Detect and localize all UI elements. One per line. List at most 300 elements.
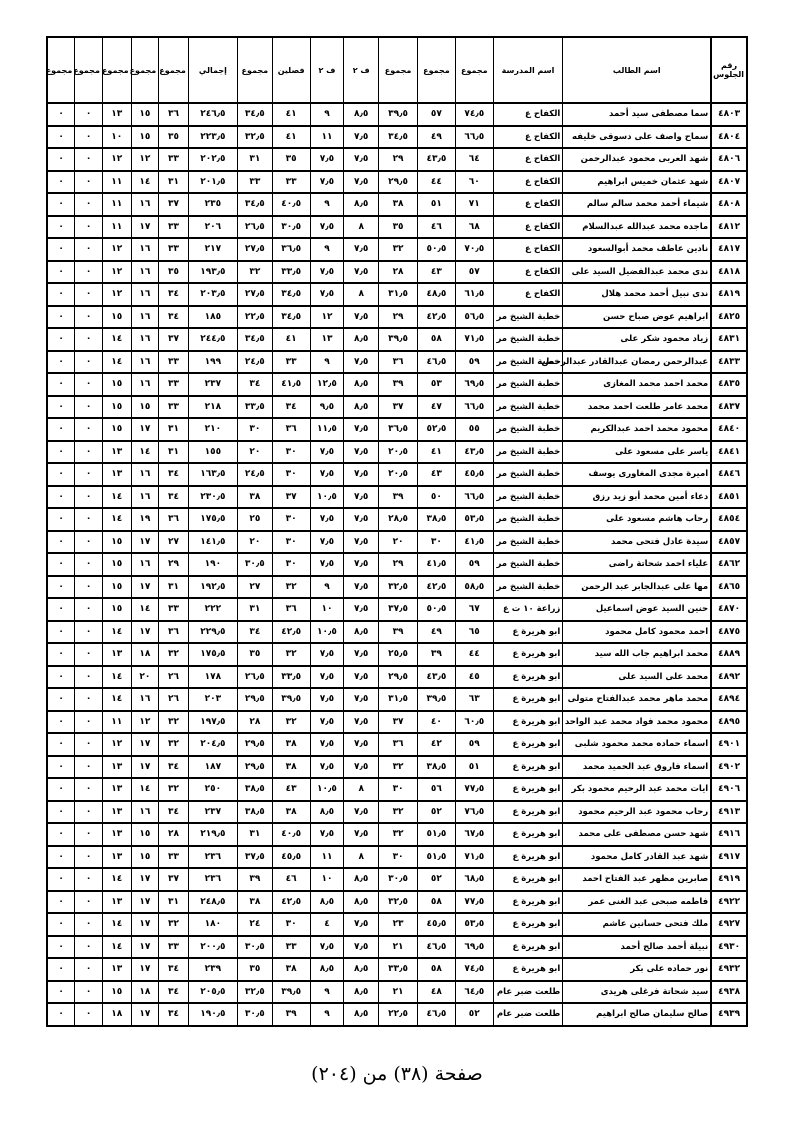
cell-total-8: ٠ bbox=[75, 958, 103, 981]
cell-total-2: ٥١ bbox=[418, 193, 456, 216]
cell-term2-a: ٧٫٥ bbox=[344, 418, 379, 441]
cell-total-8: ٠ bbox=[75, 283, 103, 306]
cell-student-name: ايات محمد عبد الرحيم محمود بكر bbox=[563, 778, 711, 801]
cell-seat-number: ٤٩١٣ bbox=[711, 801, 747, 824]
cell-seat-number: ٤٨١٨ bbox=[711, 261, 747, 284]
cell-total-5: ٣٧ bbox=[159, 328, 189, 351]
cell-total-5: ٣٣ bbox=[159, 936, 189, 959]
cell-total-6: ١٦ bbox=[131, 688, 159, 711]
cell-total-7: ١٥ bbox=[102, 598, 131, 621]
cell-two-terms: ٣٠ bbox=[272, 441, 310, 464]
cell-total-9: ٠ bbox=[47, 666, 75, 689]
cell-total-6: ١٦ bbox=[131, 373, 159, 396]
cell-total-3: ٢٥٫٥ bbox=[379, 643, 418, 666]
cell-student-name: محمود محمد فواد محمد عبد الواحد bbox=[563, 711, 711, 734]
cell-grand-total: ١٨٥ bbox=[188, 306, 237, 329]
cell-total-4: ٣٠٫٥ bbox=[237, 1003, 272, 1026]
cell-total-3: ٢٠ bbox=[379, 531, 418, 554]
cell-student-name: اميرة مجدى المغاورى يوسف bbox=[563, 463, 711, 486]
cell-total-8: ٠ bbox=[75, 913, 103, 936]
cell-school-name: ابو هريرة ع bbox=[493, 688, 563, 711]
cell-total-4: ٣٨ bbox=[237, 891, 272, 914]
cell-total-5: ٣٣ bbox=[159, 598, 189, 621]
table-row bbox=[47, 598, 747, 621]
cell-total-1: ٥٩ bbox=[455, 553, 493, 576]
cell-total-2: ٤٠ bbox=[418, 711, 456, 734]
cell-grand-total: ٢٣٦ bbox=[188, 868, 237, 891]
cell-two-terms: ٣٣٫٥ bbox=[272, 666, 310, 689]
cell-total-7: ١٠ bbox=[102, 126, 131, 149]
cell-total-6: ٢٠ bbox=[131, 666, 159, 689]
cell-total-1: ٥٩ bbox=[455, 733, 493, 756]
cell-term2-a: ٧٫٥ bbox=[344, 598, 379, 621]
cell-term2-b: ٧٫٥ bbox=[310, 261, 344, 284]
cell-total-2: ٤٨ bbox=[418, 981, 456, 1004]
cell-school-name: خطبة الشيخ مر bbox=[493, 306, 563, 329]
cell-total-7: ١١ bbox=[102, 711, 131, 734]
table-row bbox=[47, 216, 747, 239]
cell-term2-a: ٨٫٥ bbox=[344, 193, 379, 216]
cell-term2-a: ٧٫٥ bbox=[344, 756, 379, 779]
header-total-4: مجموع bbox=[237, 37, 272, 103]
cell-total-8: ٠ bbox=[75, 396, 103, 419]
cell-total-6: ١٧ bbox=[131, 418, 159, 441]
cell-term2-a: ٨ bbox=[344, 846, 379, 869]
header-total-5: مجموع bbox=[159, 37, 189, 103]
cell-two-terms: ٤٢٫٥ bbox=[272, 621, 310, 644]
cell-total-4: ٣٥ bbox=[237, 643, 272, 666]
cell-total-7: ١٤ bbox=[102, 868, 131, 891]
header-two-terms: فصلين bbox=[272, 37, 310, 103]
cell-term2-a: ٨٫٥ bbox=[344, 396, 379, 419]
cell-seat-number: ٤٨٠٦ bbox=[711, 148, 747, 171]
cell-student-name: مها على عبدالجابر عبد الرحمن bbox=[563, 576, 711, 599]
cell-total-2: ٤٣ bbox=[418, 261, 456, 284]
cell-total-8: ٠ bbox=[75, 508, 103, 531]
cell-two-terms: ٣٣ bbox=[272, 936, 310, 959]
cell-student-name: ندى محمد عبدالفضيل السيد على bbox=[563, 261, 711, 284]
cell-term2-a: ٨٫٥ bbox=[344, 1003, 379, 1026]
cell-total-5: ٢٦ bbox=[159, 688, 189, 711]
cell-total-3: ٣٢ bbox=[379, 756, 418, 779]
cell-two-terms: ٣٦٫٥ bbox=[272, 238, 310, 261]
cell-total-5: ٣٧ bbox=[159, 193, 189, 216]
cell-student-name: اسماء فاروق عبد الحميد محمد bbox=[563, 756, 711, 779]
cell-total-1: ٥٣٫٥ bbox=[455, 508, 493, 531]
cell-total-5: ٣٥ bbox=[159, 126, 189, 149]
cell-total-3: ٣٨ bbox=[379, 193, 418, 216]
cell-term2-a: ٧٫٥ bbox=[344, 733, 379, 756]
cell-total-2: ٤٣٫٥ bbox=[418, 666, 456, 689]
cell-total-2: ٣٠ bbox=[418, 531, 456, 554]
cell-total-1: ٥٨٫٥ bbox=[455, 576, 493, 599]
cell-total-2: ٣٩ bbox=[418, 643, 456, 666]
cell-total-8: ٠ bbox=[75, 868, 103, 891]
cell-total-4: ٣١ bbox=[237, 598, 272, 621]
cell-term2-a: ٧٫٥ bbox=[344, 576, 379, 599]
cell-two-terms: ٣٣٫٥ bbox=[272, 261, 310, 284]
cell-total-1: ٧٠٫٥ bbox=[455, 238, 493, 261]
cell-total-2: ٤١٫٥ bbox=[418, 553, 456, 576]
cell-total-2: ٤٦ bbox=[418, 216, 456, 239]
cell-total-3: ٢١ bbox=[379, 981, 418, 1004]
cell-term2-b: ٧٫٥ bbox=[310, 463, 344, 486]
table-header bbox=[47, 37, 747, 103]
cell-total-4: ٢٢٫٥ bbox=[237, 306, 272, 329]
cell-total-4: ٣٢ bbox=[237, 261, 272, 284]
cell-total-6: ١٦ bbox=[131, 463, 159, 486]
cell-total-7: ١٥ bbox=[102, 396, 131, 419]
cell-total-2: ٤٣ bbox=[418, 463, 456, 486]
table-row bbox=[47, 148, 747, 171]
table-row bbox=[47, 981, 747, 1004]
cell-seat-number: ٤٩١٩ bbox=[711, 868, 747, 891]
cell-total-1: ٧٦٫٥ bbox=[455, 801, 493, 824]
cell-two-terms: ٣٨ bbox=[272, 756, 310, 779]
cell-total-5: ٣٤ bbox=[159, 1003, 189, 1026]
cell-term2-b: ٨٫٥ bbox=[310, 958, 344, 981]
cell-total-9: ٠ bbox=[47, 643, 75, 666]
cell-total-2: ٥٦ bbox=[418, 778, 456, 801]
cell-total-4: ٢٤ bbox=[237, 913, 272, 936]
cell-two-terms: ٣٨ bbox=[272, 958, 310, 981]
table-row bbox=[47, 396, 747, 419]
cell-total-8: ٠ bbox=[75, 103, 103, 126]
cell-total-5: ٣٦ bbox=[159, 103, 189, 126]
cell-total-3: ٢٨ bbox=[379, 261, 418, 284]
header-total-6: مجموع bbox=[131, 37, 159, 103]
cell-grand-total: ٢١٧ bbox=[188, 238, 237, 261]
cell-seat-number: ٤٩٠٢ bbox=[711, 756, 747, 779]
cell-total-1: ٥٢ bbox=[455, 1003, 493, 1026]
cell-grand-total: ٢٠٥٫٥ bbox=[188, 981, 237, 1004]
cell-two-terms: ٤٦ bbox=[272, 868, 310, 891]
cell-seat-number: ٤٨٣١ bbox=[711, 328, 747, 351]
table-row bbox=[47, 328, 747, 351]
cell-school-name: ابو هريرة ع bbox=[493, 958, 563, 981]
cell-term2-b: ٩ bbox=[310, 193, 344, 216]
cell-total-4: ٢٩٫٥ bbox=[237, 733, 272, 756]
header-row bbox=[47, 37, 747, 103]
cell-total-8: ٠ bbox=[75, 171, 103, 194]
cell-total-8: ٠ bbox=[75, 193, 103, 216]
cell-total-1: ٦٩٫٥ bbox=[455, 373, 493, 396]
cell-total-1: ٧١٫٥ bbox=[455, 328, 493, 351]
cell-total-6: ١٥ bbox=[131, 126, 159, 149]
cell-total-5: ٣٣ bbox=[159, 216, 189, 239]
cell-student-name: دعاء أمين محمد أبو زيد رزق bbox=[563, 486, 711, 509]
cell-student-name: شيماء أحمد محمد سالم سالم bbox=[563, 193, 711, 216]
cell-student-name: سيدة عادل فتحى محمد bbox=[563, 531, 711, 554]
cell-total-5: ٣٤ bbox=[159, 486, 189, 509]
cell-total-9: ٠ bbox=[47, 823, 75, 846]
cell-total-3: ٣٧ bbox=[379, 396, 418, 419]
cell-two-terms: ٣٧ bbox=[272, 486, 310, 509]
cell-term2-a: ٧٫٥ bbox=[344, 126, 379, 149]
cell-total-5: ٢٨ bbox=[159, 823, 189, 846]
cell-total-7: ١٣ bbox=[102, 778, 131, 801]
cell-total-5: ٣٤ bbox=[159, 306, 189, 329]
cell-total-1: ٥٥ bbox=[455, 418, 493, 441]
table-row bbox=[47, 576, 747, 599]
cell-total-2: ٥٧ bbox=[418, 103, 456, 126]
table-row bbox=[47, 373, 747, 396]
cell-term2-b: ٨٫٥ bbox=[310, 801, 344, 824]
cell-seat-number: ٤٨١٢ bbox=[711, 216, 747, 239]
cell-two-terms: ٣٩٫٥ bbox=[272, 688, 310, 711]
cell-total-1: ٦٧٫٥ bbox=[455, 823, 493, 846]
cell-total-5: ٣٢ bbox=[159, 711, 189, 734]
cell-grand-total: ١٩٧٫٥ bbox=[188, 711, 237, 734]
cell-total-3: ٢٠٫٥ bbox=[379, 463, 418, 486]
table-row bbox=[47, 711, 747, 734]
cell-total-3: ٣٩ bbox=[379, 373, 418, 396]
cell-seat-number: ٤٩٣٨ bbox=[711, 981, 747, 1004]
cell-total-7: ١٣ bbox=[102, 846, 131, 869]
cell-total-7: ١٤ bbox=[102, 913, 131, 936]
header-seat-number: رقم الجلوس bbox=[711, 37, 747, 103]
cell-grand-total: ١٦٣٫٥ bbox=[188, 463, 237, 486]
cell-two-terms: ٣٢ bbox=[272, 711, 310, 734]
cell-total-7: ١٥ bbox=[102, 576, 131, 599]
cell-total-7: ١٥ bbox=[102, 531, 131, 554]
cell-student-name: ابراهيم عوض صباح حسن bbox=[563, 306, 711, 329]
cell-total-8: ٠ bbox=[75, 126, 103, 149]
cell-total-9: ٠ bbox=[47, 306, 75, 329]
cell-total-3: ٣٠ bbox=[379, 778, 418, 801]
cell-school-name: ابو هريرة ع bbox=[493, 936, 563, 959]
cell-total-6: ١٧ bbox=[131, 936, 159, 959]
cell-total-2: ٤٦٫٥ bbox=[418, 351, 456, 374]
table-row bbox=[47, 486, 747, 509]
cell-total-6: ١٤ bbox=[131, 778, 159, 801]
cell-term2-b: ٩ bbox=[310, 576, 344, 599]
cell-grand-total: ٢٠٣ bbox=[188, 688, 237, 711]
cell-total-2: ٤٦٫٥ bbox=[418, 936, 456, 959]
cell-term2-b: ٧٫٥ bbox=[310, 441, 344, 464]
cell-seat-number: ٤٨٩٤ bbox=[711, 688, 747, 711]
cell-total-8: ٠ bbox=[75, 306, 103, 329]
cell-total-2: ٤٥٫٥ bbox=[418, 913, 456, 936]
cell-total-2: ٤٢٫٥ bbox=[418, 306, 456, 329]
cell-seat-number: ٤٨٣٣ bbox=[711, 351, 747, 374]
cell-total-3: ٣٢ bbox=[379, 823, 418, 846]
cell-school-name: خطبة الشيخ مر bbox=[493, 508, 563, 531]
cell-total-7: ١٣ bbox=[102, 643, 131, 666]
cell-total-5: ٣٤ bbox=[159, 981, 189, 1004]
cell-total-3: ٣٦ bbox=[379, 351, 418, 374]
cell-grand-total: ١٧٥٫٥ bbox=[188, 508, 237, 531]
cell-total-6: ١٧ bbox=[131, 621, 159, 644]
table-row bbox=[47, 958, 747, 981]
cell-total-7: ١٥ bbox=[102, 553, 131, 576]
cell-total-2: ٥٠ bbox=[418, 486, 456, 509]
cell-school-name: خطبة الشيخ مر bbox=[493, 351, 563, 374]
cell-total-1: ٤٤ bbox=[455, 643, 493, 666]
cell-term2-b: ١٢ bbox=[310, 306, 344, 329]
cell-total-8: ٠ bbox=[75, 238, 103, 261]
cell-term2-a: ٨٫٥ bbox=[344, 621, 379, 644]
table-row bbox=[47, 801, 747, 824]
cell-two-terms: ٣٦ bbox=[272, 598, 310, 621]
cell-seat-number: ٤٩٣٩ bbox=[711, 1003, 747, 1026]
cell-total-4: ٣٥ bbox=[237, 958, 272, 981]
cell-student-name: محمد ماهر محمد عبدالفتاح متولى bbox=[563, 688, 711, 711]
cell-grand-total: ٢٠٤٫٥ bbox=[188, 733, 237, 756]
cell-grand-total: ٢٤٨٫٥ bbox=[188, 891, 237, 914]
cell-grand-total: ٢٠٦ bbox=[188, 216, 237, 239]
cell-grand-total: ٢١٨ bbox=[188, 396, 237, 419]
cell-total-8: ٠ bbox=[75, 756, 103, 779]
cell-total-6: ١٧ bbox=[131, 958, 159, 981]
cell-seat-number: ٤٨٩٥ bbox=[711, 711, 747, 734]
cell-total-7: ١٤ bbox=[102, 688, 131, 711]
cell-total-7: ١٤ bbox=[102, 936, 131, 959]
cell-term2-b: ٩ bbox=[310, 1003, 344, 1026]
cell-term2-a: ٧٫٥ bbox=[344, 688, 379, 711]
cell-school-name: ابو هريرة ع bbox=[493, 891, 563, 914]
cell-total-5: ٣٣ bbox=[159, 846, 189, 869]
cell-school-name: ابو هريرة ع bbox=[493, 666, 563, 689]
cell-total-8: ٠ bbox=[75, 576, 103, 599]
cell-two-terms: ٣٤٫٥ bbox=[272, 283, 310, 306]
cell-school-name: طلعت ضبر عام bbox=[493, 1003, 563, 1026]
cell-total-8: ٠ bbox=[75, 778, 103, 801]
cell-total-1: ٦٠ bbox=[455, 171, 493, 194]
cell-school-name: الكفاح ع bbox=[493, 193, 563, 216]
cell-total-4: ٣١ bbox=[237, 148, 272, 171]
cell-total-6: ١٦ bbox=[131, 553, 159, 576]
cell-total-8: ٠ bbox=[75, 351, 103, 374]
cell-total-5: ٣٤ bbox=[159, 756, 189, 779]
cell-total-9: ٠ bbox=[47, 711, 75, 734]
cell-school-name: ابو هريرة ع bbox=[493, 801, 563, 824]
cell-total-5: ٣٢ bbox=[159, 778, 189, 801]
cell-term2-b: ٩ bbox=[310, 981, 344, 1004]
cell-two-terms: ٤٢٫٥ bbox=[272, 891, 310, 914]
cell-total-1: ٧٧٫٥ bbox=[455, 778, 493, 801]
cell-term2-b: ٧٫٥ bbox=[310, 553, 344, 576]
cell-total-7: ١١ bbox=[102, 171, 131, 194]
cell-school-name: الكفاح ع bbox=[493, 126, 563, 149]
cell-school-name: خطبة الشيخ مر bbox=[493, 328, 563, 351]
header-student-name: اسم الطالب bbox=[563, 37, 711, 103]
cell-total-1: ٦٥ bbox=[455, 621, 493, 644]
table-row bbox=[47, 643, 747, 666]
cell-two-terms: ٣٠ bbox=[272, 531, 310, 554]
cell-term2-a: ٨٫٥ bbox=[344, 891, 379, 914]
cell-total-2: ٤٨٫٥ bbox=[418, 283, 456, 306]
cell-total-2: ٥٠٫٥ bbox=[418, 598, 456, 621]
cell-term2-b: ٧٫٥ bbox=[310, 643, 344, 666]
cell-total-1: ٤٣٫٥ bbox=[455, 441, 493, 464]
cell-total-3: ٣٩٫٥ bbox=[379, 103, 418, 126]
cell-total-5: ٣٣ bbox=[159, 238, 189, 261]
cell-total-6: ١٧ bbox=[131, 576, 159, 599]
cell-grand-total: ٢٢٣٫٥ bbox=[188, 126, 237, 149]
cell-term2-b: ٧٫٥ bbox=[310, 823, 344, 846]
cell-total-3: ٣٠٫٥ bbox=[379, 868, 418, 891]
cell-total-4: ٣٨ bbox=[237, 486, 272, 509]
cell-term2-b: ١١ bbox=[310, 126, 344, 149]
table-row bbox=[47, 666, 747, 689]
cell-total-9: ٠ bbox=[47, 936, 75, 959]
cell-total-5: ٣٤ bbox=[159, 958, 189, 981]
cell-two-terms: ٣٩ bbox=[272, 1003, 310, 1026]
cell-total-1: ٦١٫٥ bbox=[455, 283, 493, 306]
cell-total-4: ٣٠٫٥ bbox=[237, 936, 272, 959]
cell-grand-total: ٢٢٩٫٥ bbox=[188, 621, 237, 644]
cell-total-6: ١٧ bbox=[131, 868, 159, 891]
cell-term2-a: ٧٫٥ bbox=[344, 936, 379, 959]
cell-total-8: ٠ bbox=[75, 261, 103, 284]
cell-total-4: ٢٨ bbox=[237, 711, 272, 734]
cell-term2-a: ٨٫٥ bbox=[344, 868, 379, 891]
cell-total-5: ٣٢ bbox=[159, 913, 189, 936]
table-row bbox=[47, 846, 747, 869]
table-body bbox=[47, 103, 747, 1026]
cell-seat-number: ٤٨٥٧ bbox=[711, 531, 747, 554]
cell-total-1: ٥٣٫٥ bbox=[455, 913, 493, 936]
cell-total-9: ٠ bbox=[47, 193, 75, 216]
cell-total-1: ٥٦٫٥ bbox=[455, 306, 493, 329]
table-row bbox=[47, 778, 747, 801]
cell-school-name: خطبة الشيخ مر bbox=[493, 418, 563, 441]
cell-seat-number: ٤٨٦٥ bbox=[711, 576, 747, 599]
cell-total-4: ٣٧٫٥ bbox=[237, 846, 272, 869]
cell-total-3: ٣٢٫٥ bbox=[379, 891, 418, 914]
cell-total-3: ٢١ bbox=[379, 936, 418, 959]
cell-term2-b: ٧٫٥ bbox=[310, 216, 344, 239]
cell-total-3: ٣٠ bbox=[379, 846, 418, 869]
cell-total-8: ٠ bbox=[75, 936, 103, 959]
cell-term2-a: ٨٫٥ bbox=[344, 373, 379, 396]
cell-student-name: صابرين مظهر عبد الفتاح احمد bbox=[563, 868, 711, 891]
cell-total-3: ٢٩ bbox=[379, 148, 418, 171]
cell-term2-b: ٧٫٥ bbox=[310, 936, 344, 959]
cell-seat-number: ٤٨٢٥ bbox=[711, 306, 747, 329]
table-row bbox=[47, 621, 747, 644]
cell-term2-a: ٧٫٥ bbox=[344, 261, 379, 284]
cell-term2-a: ٧٫٥ bbox=[344, 463, 379, 486]
header-total-1: مجموع bbox=[455, 37, 493, 103]
cell-total-7: ١٢ bbox=[102, 261, 131, 284]
cell-two-terms: ٤٣ bbox=[272, 778, 310, 801]
table-row bbox=[47, 756, 747, 779]
cell-total-3: ٢٨٫٥ bbox=[379, 508, 418, 531]
cell-grand-total: ٢٣٧ bbox=[188, 373, 237, 396]
cell-two-terms: ٣٢ bbox=[272, 643, 310, 666]
cell-seat-number: ٤٩٣٠ bbox=[711, 936, 747, 959]
cell-total-1: ٦٦٫٥ bbox=[455, 486, 493, 509]
cell-total-8: ٠ bbox=[75, 846, 103, 869]
cell-total-9: ٠ bbox=[47, 463, 75, 486]
cell-two-terms: ٣٤٫٥ bbox=[272, 306, 310, 329]
cell-total-1: ٧٤٫٥ bbox=[455, 958, 493, 981]
cell-total-3: ٣٢ bbox=[379, 238, 418, 261]
cell-seat-number: ٤٨٤٠ bbox=[711, 418, 747, 441]
cell-student-name: احمد محمود كامل محمود bbox=[563, 621, 711, 644]
table-row bbox=[47, 1003, 747, 1026]
cell-total-6: ١٩ bbox=[131, 508, 159, 531]
cell-grand-total: ١٧٥٫٥ bbox=[188, 643, 237, 666]
cell-total-5: ٢٦ bbox=[159, 666, 189, 689]
cell-total-2: ٤٤ bbox=[418, 171, 456, 194]
cell-term2-a: ٨ bbox=[344, 283, 379, 306]
cell-total-9: ٠ bbox=[47, 126, 75, 149]
cell-term2-a: ٨٫٥ bbox=[344, 328, 379, 351]
cell-total-5: ٣٤ bbox=[159, 463, 189, 486]
